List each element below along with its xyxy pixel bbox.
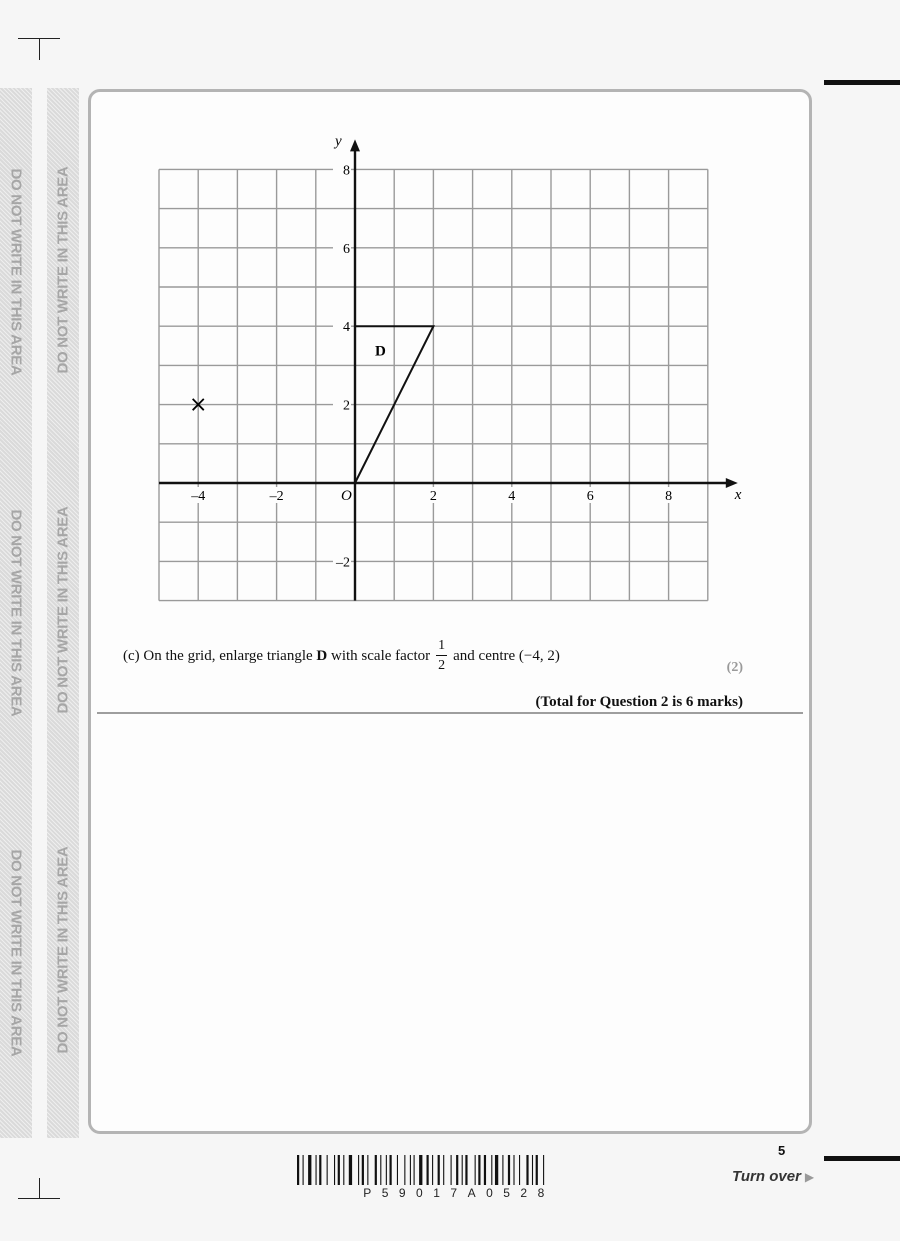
origin-label: O — [341, 488, 352, 504]
margin-warning: DO NOT WRITE IN THIS AREA — [7, 168, 25, 376]
barcode-bar — [319, 1155, 321, 1185]
barcode-bar — [519, 1155, 520, 1185]
barcode-bar — [532, 1155, 533, 1185]
barcode-bar — [451, 1155, 452, 1185]
barcode-bar — [462, 1155, 463, 1185]
arrow-right-icon: ▶ — [804, 1170, 815, 1184]
x-tick-label: 8 — [665, 489, 673, 504]
barcode-bar — [349, 1155, 352, 1185]
barcode — [297, 1155, 599, 1200]
question-c — [123, 639, 560, 673]
triangle-label: D — [375, 343, 386, 360]
barcode-bar — [297, 1155, 299, 1185]
axes — [159, 133, 742, 600]
barcode-bar — [508, 1155, 510, 1185]
barcode-bar — [484, 1155, 486, 1185]
question-text-mid: with scale factor — [331, 647, 431, 664]
triangle-name: D — [316, 647, 328, 664]
scale-factor-fraction — [436, 639, 447, 673]
barcode-bar — [427, 1155, 429, 1185]
barcode-bar — [475, 1155, 476, 1185]
barcode-bar — [513, 1155, 514, 1185]
barcode-bar — [375, 1155, 377, 1185]
fraction-numerator: 1 — [436, 639, 447, 656]
marks-label: (2) — [726, 660, 743, 675]
barcode-bar — [536, 1155, 538, 1185]
x-tick-label: –4 — [191, 489, 206, 504]
barcode-bar — [390, 1155, 392, 1185]
barcode-bar — [502, 1155, 503, 1185]
crop-mark — [39, 1178, 40, 1199]
barcode-bar — [543, 1155, 544, 1185]
barcode-bar — [465, 1155, 467, 1185]
barcode-bar — [432, 1155, 433, 1185]
turn-over-label: Turn over — [732, 1168, 801, 1185]
barcode-bar — [478, 1155, 480, 1185]
barcode-bar — [438, 1155, 440, 1185]
barcode-bar — [343, 1155, 344, 1185]
y-axis-label: y — [335, 133, 342, 150]
x-tick-label: –2 — [269, 489, 284, 504]
barcode-bar — [414, 1155, 415, 1185]
barcode-bar — [397, 1155, 398, 1185]
y-tick-label: 4 — [343, 320, 350, 336]
y-tick-label: 2 — [343, 398, 350, 414]
fraction-denominator: 2 — [438, 658, 446, 673]
barcode-bar — [491, 1155, 492, 1185]
barcode-bar — [303, 1155, 304, 1185]
question-text-after: and centre (−4, 2) — [453, 647, 560, 664]
barcode-bar — [362, 1155, 364, 1185]
turn-over-link[interactable] — [732, 1168, 814, 1185]
barcode-bar — [316, 1155, 317, 1185]
margin-warning: DO NOT WRITE IN THIS AREA — [7, 849, 25, 1057]
margin-warning: DO NOT WRITE IN THIS AREA — [7, 509, 25, 717]
barcode-bar — [495, 1155, 498, 1185]
y-tick-label: 8 — [343, 163, 350, 179]
x-tick-label: 2 — [429, 489, 437, 504]
margin-warning: DO NOT WRITE IN THIS AREA — [54, 506, 72, 714]
grid-lines — [159, 169, 708, 600]
barcode-bar — [386, 1155, 387, 1185]
total-marks: (Total for Question 2 is 6 marks) — [535, 694, 743, 710]
page-number: 5 — [778, 1143, 786, 1158]
y-tick-label: –2 — [336, 555, 350, 571]
y-axis-arrow — [350, 139, 360, 151]
barcode-bar — [338, 1155, 340, 1185]
barcode-bar — [327, 1155, 328, 1185]
edge-bar-bottom — [824, 1156, 900, 1161]
barcode-text: P59017A0528 — [363, 1186, 555, 1200]
divider — [97, 712, 803, 714]
barcode-bars — [297, 1155, 599, 1185]
x-tick-label: 6 — [586, 489, 594, 504]
barcode-bar — [404, 1155, 405, 1185]
question-text: On the grid, enlarge triangle — [143, 647, 313, 664]
margin-warning: DO NOT WRITE IN THIS AREA — [54, 846, 72, 1054]
barcode-bar — [308, 1155, 311, 1185]
barcode-bar — [358, 1155, 359, 1185]
barcode-bar — [456, 1155, 458, 1185]
y-tick-label: 6 — [343, 241, 350, 257]
barcode-bar — [410, 1155, 411, 1185]
x-tick-label: 4 — [508, 489, 516, 504]
barcode-bar — [443, 1155, 444, 1185]
centre-cross-icon: × — [188, 392, 208, 418]
barcode-bar — [526, 1155, 528, 1185]
barcode-bar — [334, 1155, 335, 1185]
barcode-bar — [367, 1155, 368, 1185]
x-axis-label: x — [734, 487, 742, 503]
barcode-bar — [419, 1155, 422, 1185]
barcode-bar — [380, 1155, 381, 1185]
question-part: (c) — [123, 647, 140, 664]
margin-warning: DO NOT WRITE IN THIS AREA — [54, 166, 72, 374]
